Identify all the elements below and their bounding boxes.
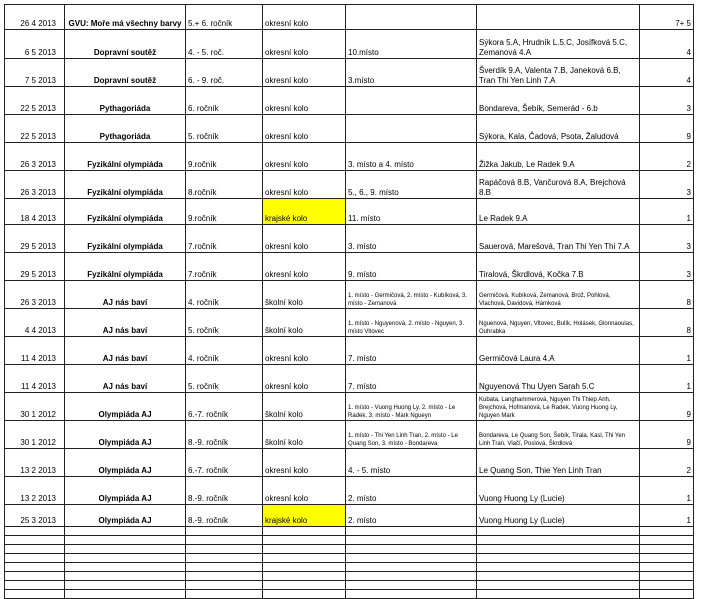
empty-row [5, 527, 694, 536]
competition-cell: Olympiáda AJ [65, 477, 186, 505]
level-cell: okresní kolo [263, 143, 346, 171]
competition-cell: Dopravní soutěž [65, 59, 186, 87]
students-cell: Sauerová, Marešová, Tran Thi Yen Thi 7.A [477, 225, 640, 253]
students-cell: Tiralová, Škrdlová, Kočka 7.B [477, 253, 640, 281]
grade-cell: 7.ročník [186, 225, 263, 253]
empty-cell [5, 545, 65, 554]
empty-cell [186, 536, 263, 545]
level-cell: okresní kolo [263, 59, 346, 87]
empty-cell [186, 527, 263, 536]
empty-cell [640, 581, 694, 590]
empty-cell [477, 581, 640, 590]
level-cell: krajské kolo [263, 199, 346, 225]
empty-cell [346, 536, 477, 545]
level-cell: okresní kolo [263, 449, 346, 477]
grade-cell: 5. ročník [186, 365, 263, 393]
empty-cell [5, 554, 65, 563]
empty-cell [263, 536, 346, 545]
date-cell: 11 4 2013 [5, 365, 65, 393]
result-cell: 3.místo [346, 59, 477, 87]
competition-cell: Pythagoriáda [65, 115, 186, 143]
date-cell: 13 2 2013 [5, 477, 65, 505]
table-row [5, 59, 694, 87]
table-row [5, 87, 694, 115]
empty-cell [186, 545, 263, 554]
level-cell: okresní kolo [263, 337, 346, 365]
empty-cell [65, 563, 186, 572]
grade-cell: 4. ročník [186, 337, 263, 365]
date-cell: 18 4 2013 [5, 199, 65, 225]
grade-cell: 9.ročník [186, 199, 263, 225]
empty-cell [477, 545, 640, 554]
result-cell: 1. místo - Vuong Huong Ly, 2. místo - Le Radek, 3. místo - Mark Ngueyn [346, 393, 477, 421]
grade-cell: 6.-7. ročník [186, 449, 263, 477]
count-cell: 3 [640, 253, 694, 281]
competition-cell: GVU: Moře má všechny barvy [65, 5, 186, 30]
level-cell: okresní kolo [263, 225, 346, 253]
table-row [5, 5, 694, 30]
date-cell: 11 4 2013 [5, 337, 65, 365]
competition-cell: Olympiáda AJ [65, 393, 186, 421]
result-cell: 5., 6., 9. místo [346, 171, 477, 199]
empty-cell [640, 545, 694, 554]
level-cell: školní kolo [263, 393, 346, 421]
table-row [5, 393, 694, 421]
empty-cell [346, 554, 477, 563]
count-cell: 1 [640, 365, 694, 393]
students-cell: Nguyenová Thu Uyen Sarah 5.C [477, 365, 640, 393]
table-row [5, 199, 694, 225]
count-cell: 1 [640, 199, 694, 225]
students-cell: Germičová, Kubíková, Zemanová, Brož, Pohlová, Vlachová, Davidová, Hámková [477, 281, 640, 309]
empty-cell [65, 527, 186, 536]
count-cell: 8 [640, 309, 694, 337]
empty-cell [186, 572, 263, 581]
count-cell: 4 [640, 59, 694, 87]
students-cell: Germičová Laura 4.A [477, 337, 640, 365]
grade-cell: 6.-7. ročník [186, 393, 263, 421]
empty-cell [5, 563, 65, 572]
grade-cell: 7.ročník [186, 253, 263, 281]
empty-cell [640, 527, 694, 536]
empty-cell [263, 581, 346, 590]
grade-cell: 4. ročník [186, 281, 263, 309]
competition-table [4, 4, 694, 599]
competition-table-body [5, 5, 694, 599]
result-cell [346, 5, 477, 30]
count-cell: 1 [640, 477, 694, 505]
grade-cell: 8.-9. ročník [186, 505, 263, 527]
empty-cell [5, 572, 65, 581]
empty-cell [5, 581, 65, 590]
empty-row [5, 545, 694, 554]
date-cell: 26 4 2013 [5, 5, 65, 30]
result-cell: 3. místo [346, 225, 477, 253]
students-cell: Vuong Huong Ly (Lucie) [477, 505, 640, 527]
empty-cell [346, 545, 477, 554]
grade-cell: 4. - 5. roč. [186, 30, 263, 59]
grade-cell: 6. - 9. roč. [186, 59, 263, 87]
students-cell: Rapáčová 8.B, Vančurová 8.A, Brejchová 8.B [477, 171, 640, 199]
students-cell: Kubata, Langhammerová, Nguyen Thi Thiep Anh, Brejchová, Hofmanová, Le Radek, Vuong Huong Ly, Nguyen Mark [477, 393, 640, 421]
competition-cell: AJ nás baví [65, 281, 186, 309]
result-cell: 9. místo [346, 253, 477, 281]
students-cell [477, 5, 640, 30]
students-cell: Bondareva, Šebík, Semerád - 6.b [477, 87, 640, 115]
empty-cell [263, 527, 346, 536]
date-cell: 25 3 2013 [5, 505, 65, 527]
result-cell: 1. místo - Thi Yen Linh Tran, 2. místo - Le Quang Son, 3. místo - Bondareva [346, 421, 477, 449]
date-cell: 26 3 2013 [5, 281, 65, 309]
count-cell: 2 [640, 143, 694, 171]
competition-cell: Fyzikální olympiáda [65, 199, 186, 225]
table-row [5, 225, 694, 253]
count-cell: 1 [640, 337, 694, 365]
competition-cell: AJ nás baví [65, 309, 186, 337]
empty-cell [477, 572, 640, 581]
empty-cell [263, 572, 346, 581]
level-cell: okresní kolo [263, 87, 346, 115]
grade-cell: 8.-9. ročník [186, 477, 263, 505]
grade-cell: 5.+ 6. ročník [186, 5, 263, 30]
students-cell: Le Radek 9.A [477, 199, 640, 225]
count-cell: 3 [640, 171, 694, 199]
grade-cell: 6. ročník [186, 87, 263, 115]
students-cell: Sýkora 5.A, Hrudník L.5.C, Josífková 5.C, Zemanová 4.A [477, 30, 640, 59]
count-cell: 9 [640, 421, 694, 449]
result-cell: 1. místo - Germičová, 2. místo - Kubíková, 3. místo - Zemanová [346, 281, 477, 309]
students-cell: Sýkora, Kala, Čadová, Psota, Žaludová [477, 115, 640, 143]
empty-cell [186, 581, 263, 590]
level-cell: školní kolo [263, 309, 346, 337]
competition-cell: AJ nás baví [65, 365, 186, 393]
count-cell: 7+ 5 [640, 5, 694, 30]
date-cell: 22 5 2013 [5, 115, 65, 143]
empty-row [5, 581, 694, 590]
date-cell: 4 4 2013 [5, 309, 65, 337]
empty-cell [186, 554, 263, 563]
empty-cell [263, 545, 346, 554]
table-row [5, 253, 694, 281]
count-cell: 4 [640, 30, 694, 59]
count-cell: 2 [640, 449, 694, 477]
empty-cell [186, 563, 263, 572]
date-cell: 29 5 2013 [5, 225, 65, 253]
table-row [5, 143, 694, 171]
empty-cell [640, 554, 694, 563]
empty-cell [346, 581, 477, 590]
table-row [5, 281, 694, 309]
table-row [5, 171, 694, 199]
empty-row [5, 554, 694, 563]
students-cell: Le Quang Son, Thie Yen Linh Tran [477, 449, 640, 477]
empty-row [5, 572, 694, 581]
count-cell: 9 [640, 115, 694, 143]
level-cell: okresní kolo [263, 253, 346, 281]
date-cell: 7 5 2013 [5, 59, 65, 87]
level-cell: okresní kolo [263, 477, 346, 505]
result-cell [346, 87, 477, 115]
empty-cell [346, 572, 477, 581]
empty-cell [5, 527, 65, 536]
competition-cell: AJ nás baví [65, 337, 186, 365]
empty-row [5, 563, 694, 572]
grade-cell: 8.ročník [186, 171, 263, 199]
empty-cell [640, 572, 694, 581]
date-cell: 26 3 2013 [5, 143, 65, 171]
count-cell: 1 [640, 505, 694, 527]
level-cell: okresní kolo [263, 5, 346, 30]
result-cell [346, 115, 477, 143]
empty-cell [65, 545, 186, 554]
date-cell: 30 1 2012 [5, 421, 65, 449]
level-cell: školní kolo [263, 421, 346, 449]
level-cell: okresní kolo [263, 115, 346, 143]
empty-row [5, 536, 694, 545]
date-cell: 26 3 2013 [5, 171, 65, 199]
empty-cell [477, 536, 640, 545]
count-cell: 9 [640, 393, 694, 421]
empty-cell [346, 527, 477, 536]
grade-cell: 5. ročník [186, 115, 263, 143]
empty-cell [477, 554, 640, 563]
grade-cell: 9.ročník [186, 143, 263, 171]
competition-cell: Fyzikální olympiáda [65, 143, 186, 171]
count-cell: 3 [640, 87, 694, 115]
table-row [5, 30, 694, 59]
date-cell: 30 1 2012 [5, 393, 65, 421]
table-row [5, 115, 694, 143]
count-cell: 3 [640, 225, 694, 253]
result-cell: 2. místo [346, 477, 477, 505]
result-cell: 2. místo [346, 505, 477, 527]
empty-cell [640, 536, 694, 545]
empty-cell [65, 554, 186, 563]
students-cell: Šverdík 9.A, Valenta 7.B, Janeková 6.B, Tran Thi Yen Linh 7.A [477, 59, 640, 87]
result-cell: 7. místo [346, 365, 477, 393]
result-cell: 1. místo - Nguyenová, 2. místo - Nguyen, 3. místo Vltovec [346, 309, 477, 337]
competition-cell: Olympiáda AJ [65, 449, 186, 477]
empty-cell [5, 536, 65, 545]
competition-cell: Fyzikální olympiáda [65, 253, 186, 281]
students-cell: Žižka Jakub, Le Radek 9.A [477, 143, 640, 171]
level-cell: krajské kolo [263, 505, 346, 527]
table-row [5, 337, 694, 365]
competition-cell: Dopravní soutěž [65, 30, 186, 59]
students-cell: Vuong Huong Ly (Lucie) [477, 477, 640, 505]
result-cell: 4. - 5. místo [346, 449, 477, 477]
grade-cell: 5. ročník [186, 309, 263, 337]
competition-cell: Fyzikální olympiáda [65, 171, 186, 199]
competition-cell: Pythagoriáda [65, 87, 186, 115]
table-row [5, 309, 694, 337]
result-cell: 3. místo a 4. místo [346, 143, 477, 171]
result-cell: 7. místo [346, 337, 477, 365]
empty-cell [263, 554, 346, 563]
count-cell: 8 [640, 281, 694, 309]
empty-cell [477, 563, 640, 572]
level-cell: okresní kolo [263, 30, 346, 59]
table-row [5, 365, 694, 393]
empty-cell [65, 536, 186, 545]
result-cell: 11. místo [346, 199, 477, 225]
table-row [5, 505, 694, 527]
table-row [5, 421, 694, 449]
empty-cell [640, 563, 694, 572]
date-cell: 22 5 2013 [5, 87, 65, 115]
result-cell: 10.místo [346, 30, 477, 59]
empty-cell [477, 527, 640, 536]
level-cell: školní kolo [263, 281, 346, 309]
date-cell: 13 2 2013 [5, 449, 65, 477]
empty-cell [263, 563, 346, 572]
empty-cell [346, 563, 477, 572]
empty-cell [65, 581, 186, 590]
grade-cell: 8.-9. ročník [186, 421, 263, 449]
date-cell: 6 5 2013 [5, 30, 65, 59]
students-cell: Nguenová, Nguyen, Vltovec, Bulík, Holásek, Glonnaoulas, Ouhrabka [477, 309, 640, 337]
date-cell: 29 5 2013 [5, 253, 65, 281]
empty-cell [65, 572, 186, 581]
competition-cell: Olympiáda AJ [65, 505, 186, 527]
table-row [5, 477, 694, 505]
level-cell: okresní kolo [263, 365, 346, 393]
students-cell: Bondareva, Le Quang Son, Šebík, Tirala, Kasl, Thi Yen Linh Tran, Vlačí, Poslová, Škrdlová [477, 421, 640, 449]
table-row [5, 449, 694, 477]
competition-cell: Olympiáda AJ [65, 421, 186, 449]
level-cell: okresní kolo [263, 171, 346, 199]
competition-cell: Fyzikální olympiáda [65, 225, 186, 253]
